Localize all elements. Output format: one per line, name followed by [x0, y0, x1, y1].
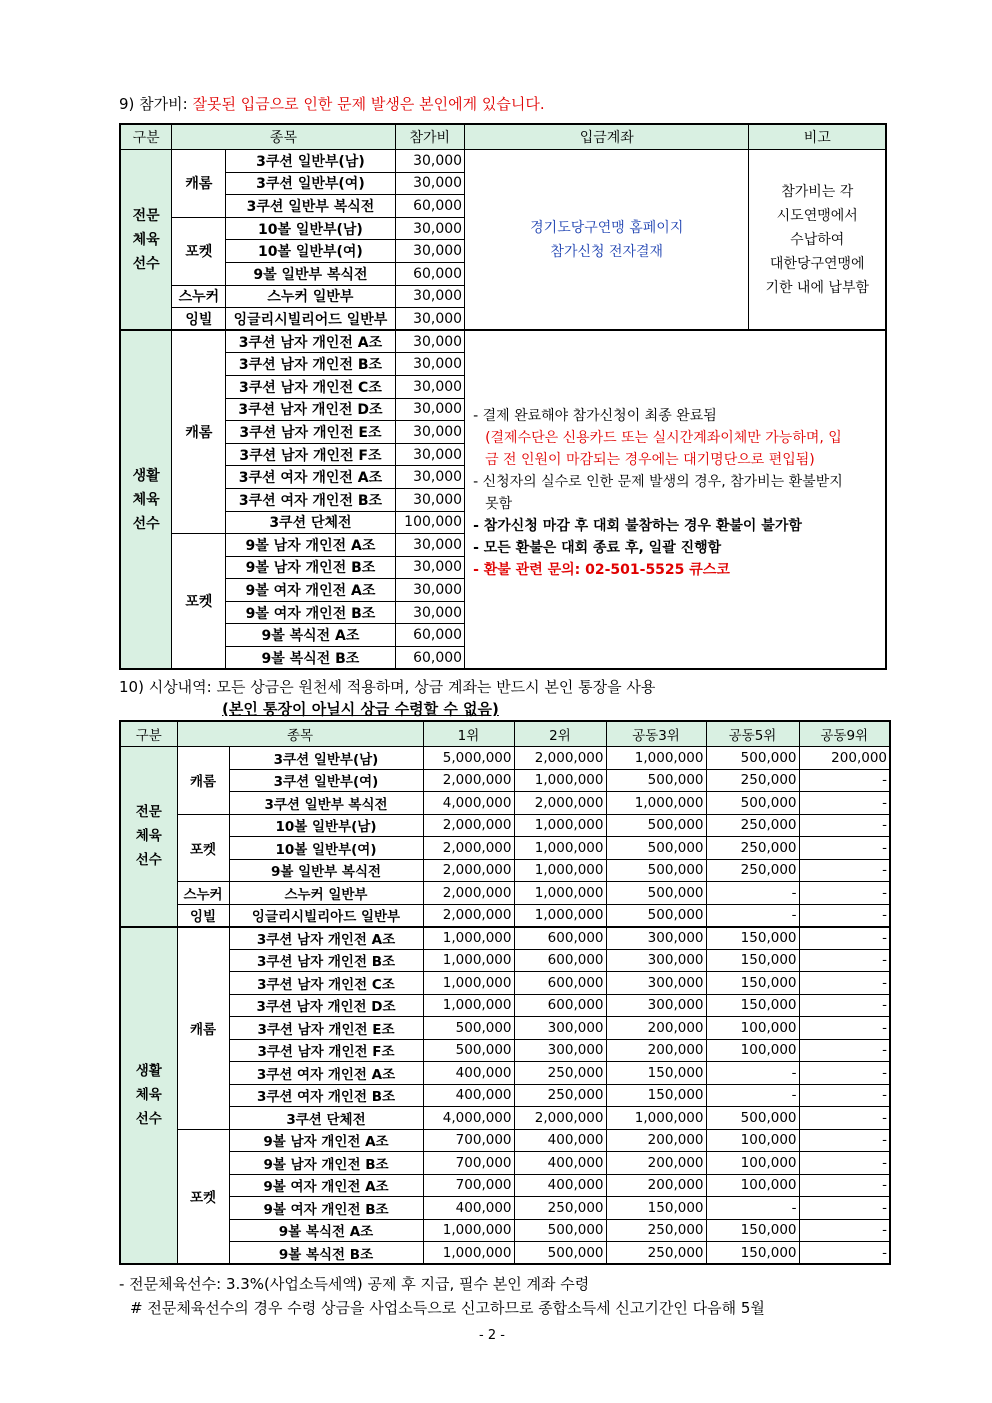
header-remark: 비고	[749, 124, 886, 150]
prize-amount: 250,000	[514, 1197, 606, 1220]
prize-amount: 2,000,000	[423, 882, 514, 905]
prize-header-row	[120, 721, 890, 747]
prize-amount: 500,000	[514, 1242, 606, 1265]
header-account: 입금계좌	[465, 124, 749, 150]
prize-row	[120, 1062, 890, 1085]
entry-fee: 30,000	[395, 398, 465, 421]
event-name: 9볼 여자 개인전 B조	[226, 601, 395, 624]
note-line: - 신청자의 실수로 인한 문제 발생의 경우, 참가비는 환불받지	[473, 474, 843, 491]
event-name: 3쿠션 여자 개인전 B조	[226, 488, 395, 511]
prize-row	[120, 1084, 890, 1107]
prize-amount: 600,000	[514, 994, 606, 1017]
subgroup-label: 포켓	[172, 534, 226, 670]
prize-event-name: 3쿠션 남자 개인전 E조	[229, 1017, 423, 1040]
prize-amount: -	[799, 1219, 890, 1242]
prize-amount: 400,000	[514, 1174, 606, 1197]
prize-amount: 300,000	[606, 949, 706, 972]
subgroup-label: 잉빌	[172, 308, 226, 331]
prize-row	[120, 1219, 890, 1242]
event-name: 9볼 남자 개인전 B조	[226, 556, 395, 579]
event-name: 10볼 일반부(여)	[226, 240, 395, 263]
prize-amount: -	[799, 1152, 890, 1175]
prize-event-name: 3쿠션 남자 개인전 F조	[229, 1039, 423, 1062]
prize-amount: 100,000	[706, 1129, 799, 1152]
prize-amount: 200,000	[799, 747, 890, 770]
entry-fee: 100,000	[395, 511, 465, 534]
prize-amount: 4,000,000	[423, 792, 514, 815]
prize-subgroup-label: 캐롬	[177, 747, 229, 815]
section9-prefix: 9) 참가비:	[119, 95, 193, 113]
prize-row	[120, 837, 890, 860]
prize-amount: -	[799, 972, 890, 995]
prize-event-name: 3쿠션 단체전	[229, 1107, 423, 1130]
prize-row	[120, 792, 890, 815]
prize-amount: -	[799, 1039, 890, 1062]
prize-amount: 600,000	[514, 927, 606, 950]
event-name: 3쿠션 남자 개인전 E조	[226, 421, 395, 444]
entry-fee: 30,000	[395, 172, 465, 195]
event-name: 스누커 일반부	[226, 285, 395, 308]
prize-amount: 150,000	[706, 972, 799, 995]
prize-event-name: 3쿠션 남자 개인전 B조	[229, 949, 423, 972]
event-name: 3쿠션 일반부(남)	[226, 150, 395, 173]
prize-amount: 250,000	[706, 769, 799, 792]
prize-event-name: 3쿠션 남자 개인전 D조	[229, 994, 423, 1017]
prize-row	[120, 904, 890, 927]
prize-amount: 400,000	[514, 1129, 606, 1152]
prize-amount: 250,000	[706, 837, 799, 860]
prize-amount: -	[799, 949, 890, 972]
prize-amount: -	[799, 1129, 890, 1152]
subgroup-label: 캐롬	[172, 330, 226, 533]
entry-fee: 30,000	[395, 353, 465, 376]
prize-row	[120, 769, 890, 792]
remark-line: 수납하여	[790, 231, 845, 248]
prize-header-event: 종목	[177, 721, 423, 747]
entry-fee: 30,000	[395, 330, 465, 353]
prize-header-9th: 공동9위	[799, 721, 890, 747]
event-name: 9볼 남자 개인전 A조	[226, 534, 395, 557]
prize-subgroup-label: 스누커	[177, 882, 229, 905]
prize-amount: -	[799, 882, 890, 905]
prize-amount: 1,000,000	[514, 904, 606, 927]
prize-amount: 200,000	[606, 1152, 706, 1175]
prize-event-name: 잉글리시빌리아드 일반부	[229, 904, 423, 927]
prize-amount: 200,000	[606, 1129, 706, 1152]
note-line: (결제수단은 신용카드 또는 실시간계좌이체만 가능하며, 입	[485, 430, 842, 447]
prize-amount: 1,000,000	[606, 747, 706, 770]
prize-amount: -	[799, 792, 890, 815]
prize-amount: -	[799, 904, 890, 927]
event-name: 9볼 여자 개인전 A조	[226, 579, 395, 602]
prize-subgroup-label: 캐롬	[177, 927, 229, 1130]
prize-amount: 250,000	[514, 1084, 606, 1107]
prize-amount: 300,000	[606, 927, 706, 950]
prize-amount: 500,000	[423, 1017, 514, 1040]
prize-amount: 400,000	[423, 1084, 514, 1107]
prize-amount: -	[706, 1084, 799, 1107]
prize-amount: 1,000,000	[606, 1107, 706, 1130]
footer-note-2: # 전문체육선수의 경우 수령 상금을 사업소득으로 신고하므로 종합소득세 신고기간인 다음해 5월	[130, 1299, 765, 1317]
prize-event-name: 9볼 남자 개인전 A조	[229, 1129, 423, 1152]
prize-header-3rd: 공동3위	[606, 721, 706, 747]
prize-header-2nd: 2위	[514, 721, 606, 747]
prize-amount: 150,000	[606, 1197, 706, 1220]
event-name: 3쿠션 일반부 복식전	[226, 195, 395, 218]
entry-fee: 30,000	[395, 217, 465, 240]
prize-header-5th: 공동5위	[706, 721, 799, 747]
prize-amount: 200,000	[606, 1039, 706, 1062]
event-name: 잉글리시빌리어드 일반부	[226, 308, 395, 331]
event-name: 10볼 일반부(남)	[226, 217, 395, 240]
prize-amount: -	[799, 837, 890, 860]
prize-row	[120, 1197, 890, 1220]
prize-subgroup-label: 포켓	[177, 814, 229, 882]
prize-amount: 2,000,000	[423, 814, 514, 837]
prize-amount: 2,000,000	[423, 904, 514, 927]
prize-amount: 1,000,000	[423, 1242, 514, 1265]
event-name: 3쿠션 남자 개인전 D조	[226, 398, 395, 421]
prize-amount: 100,000	[706, 1174, 799, 1197]
prize-amount: 1,000,000	[423, 949, 514, 972]
prize-amount: 300,000	[514, 1039, 606, 1062]
event-name: 3쿠션 남자 개인전 B조	[226, 353, 395, 376]
prize-row	[120, 1129, 890, 1152]
prize-amount: -	[799, 1197, 890, 1220]
prize-event-name: 10볼 일반부(남)	[229, 814, 423, 837]
remark-line: 시도연맹에서	[776, 207, 858, 224]
prize-amount: 1,000,000	[423, 994, 514, 1017]
prize-amount: -	[706, 1197, 799, 1220]
prize-amount: -	[799, 1017, 890, 1040]
prize-amount: 2,000,000	[514, 747, 606, 770]
prize-subgroup-label: 포켓	[177, 1129, 229, 1264]
prize-amount: 500,000	[606, 837, 706, 860]
prize-amount: 1,000,000	[514, 837, 606, 860]
prize-amount: -	[799, 1084, 890, 1107]
account-line: 경기도당구연맹 홈페이지	[530, 219, 684, 236]
event-name: 3쿠션 일반부(여)	[226, 172, 395, 195]
prize-row	[120, 882, 890, 905]
header-event: 종목	[172, 124, 395, 150]
account-cell	[465, 150, 749, 331]
prize-amount: 1,000,000	[606, 792, 706, 815]
prize-amount: 500,000	[706, 1107, 799, 1130]
prize-event-name: 3쿠션 여자 개인전 B조	[229, 1084, 423, 1107]
prize-amount: -	[799, 1107, 890, 1130]
prize-amount: 100,000	[706, 1017, 799, 1040]
prize-row	[120, 859, 890, 882]
prize-row	[120, 747, 890, 770]
prize-row	[120, 994, 890, 1017]
note-line: 금 전 인원이 마감되는 경우에는 대기명단으로 편입됨)	[485, 452, 815, 469]
prize-amount: 1,000,000	[423, 972, 514, 995]
prize-amount: 200,000	[606, 1017, 706, 1040]
prize-row	[120, 1017, 890, 1040]
prize-row	[120, 949, 890, 972]
section10-subtitle: (본인 통장이 아닐시 상금 수령할 수 없음)	[222, 700, 499, 718]
prize-group-label: 생활 체육 선수	[120, 927, 177, 1265]
subgroup-label: 포켓	[172, 217, 226, 285]
prize-row	[120, 1242, 890, 1265]
notes-cell	[465, 330, 886, 669]
prize-amount: 150,000	[606, 1084, 706, 1107]
entry-fee: 30,000	[395, 308, 465, 331]
header-category: 구분	[120, 124, 172, 150]
section9-title	[119, 93, 545, 114]
prize-event-name: 9볼 남자 개인전 B조	[229, 1152, 423, 1175]
entry-fee: 30,000	[395, 556, 465, 579]
prize-amount: 500,000	[606, 882, 706, 905]
prize-amount: 150,000	[706, 994, 799, 1017]
prize-amount: 100,000	[706, 1039, 799, 1062]
subgroup-label: 캐롬	[172, 150, 226, 218]
event-name: 9볼 복식전 A조	[226, 624, 395, 647]
note-line: 못함	[485, 496, 513, 513]
prize-amount: 1,000,000	[423, 1219, 514, 1242]
prize-amount: 500,000	[706, 792, 799, 815]
fee-row	[120, 330, 886, 353]
prize-amount: -	[706, 904, 799, 927]
entry-fee: 60,000	[395, 624, 465, 647]
entry-fee: 30,000	[395, 579, 465, 602]
prize-amount: 1,000,000	[423, 927, 514, 950]
prize-amount: 600,000	[514, 949, 606, 972]
prize-event-name: 9볼 여자 개인전 B조	[229, 1197, 423, 1220]
prize-amount: 250,000	[706, 814, 799, 837]
prize-amount: -	[799, 1242, 890, 1265]
prize-event-name: 3쿠션 여자 개인전 A조	[229, 1062, 423, 1085]
event-name: 3쿠션 남자 개인전 F조	[226, 443, 395, 466]
prize-amount: 150,000	[606, 1062, 706, 1085]
prize-amount: -	[706, 882, 799, 905]
prize-amount: 2,000,000	[423, 769, 514, 792]
prize-amount: 1,000,000	[514, 859, 606, 882]
entry-fee: 30,000	[395, 466, 465, 489]
prize-amount: 400,000	[514, 1152, 606, 1175]
entry-fee: 30,000	[395, 443, 465, 466]
prize-table	[119, 720, 891, 1265]
prize-amount: 1,000,000	[514, 882, 606, 905]
prize-row	[120, 814, 890, 837]
entry-fee-table	[119, 123, 887, 670]
group-label: 생활 체육 선수	[120, 330, 172, 669]
prize-amount: 150,000	[706, 1219, 799, 1242]
prize-amount: 150,000	[706, 949, 799, 972]
prize-event-name: 스누커 일반부	[229, 882, 423, 905]
prize-amount: 1,000,000	[514, 769, 606, 792]
prize-amount: 500,000	[606, 904, 706, 927]
entry-fee: 60,000	[395, 195, 465, 218]
entry-fee: 30,000	[395, 240, 465, 263]
prize-event-name: 9볼 복식전 B조	[229, 1242, 423, 1265]
prize-amount: -	[799, 769, 890, 792]
prize-amount: 300,000	[606, 972, 706, 995]
header-fee: 참가비	[395, 124, 465, 150]
prize-group-label: 전문 체육 선수	[120, 747, 177, 927]
prize-amount: 250,000	[514, 1062, 606, 1085]
account-line: 참가신청 전자결재	[550, 243, 664, 260]
prize-amount: 500,000	[606, 859, 706, 882]
prize-event-name: 9볼 복식전 A조	[229, 1219, 423, 1242]
prize-amount: 500,000	[606, 814, 706, 837]
prize-amount: 400,000	[423, 1197, 514, 1220]
note-line: - 모든 환불은 대회 종료 후, 일괄 진행함	[473, 540, 722, 557]
prize-amount: -	[799, 1062, 890, 1085]
event-name: 9볼 복식전 B조	[226, 647, 395, 670]
section10-title: 10) 시상내역: 모든 상금은 원천세 적용하며, 상금 계좌는 반드시 본인 통장을 사용	[119, 678, 656, 696]
prize-amount: 700,000	[423, 1174, 514, 1197]
prize-event-name: 3쿠션 일반부(남)	[229, 747, 423, 770]
entry-fee: 60,000	[395, 647, 465, 670]
subgroup-label: 스누커	[172, 285, 226, 308]
prize-event-name: 3쿠션 남자 개인전 C조	[229, 972, 423, 995]
entry-fee: 60,000	[395, 262, 465, 285]
prize-amount: 5,000,000	[423, 747, 514, 770]
prize-amount: 150,000	[706, 927, 799, 950]
prize-amount: 2,000,000	[423, 837, 514, 860]
prize-amount: 100,000	[706, 1152, 799, 1175]
remark-line: 대한당구연맹에	[769, 255, 865, 272]
event-name: 3쿠션 단체전	[226, 511, 395, 534]
prize-amount: 2,000,000	[514, 1107, 606, 1130]
section9-warning: 잘못된 입금으로 인한 문제 발생은 본인에게 있습니다.	[192, 95, 545, 113]
remark-line: 참가비는 각	[781, 183, 854, 200]
prize-amount: 250,000	[606, 1219, 706, 1242]
prize-amount: -	[799, 927, 890, 950]
prize-amount: 1,000,000	[514, 814, 606, 837]
prize-amount: -	[799, 814, 890, 837]
prize-amount: 300,000	[514, 1017, 606, 1040]
note-line: - 결제 완료해야 참가신청이 최종 완료됨	[473, 408, 717, 425]
entry-fee-header-row	[120, 124, 886, 150]
prize-amount: 400,000	[423, 1062, 514, 1085]
prize-row	[120, 927, 890, 950]
event-name: 3쿠션 남자 개인전 A조	[226, 330, 395, 353]
prize-amount: -	[799, 994, 890, 1017]
entry-fee: 30,000	[395, 375, 465, 398]
remark-cell	[749, 150, 886, 331]
remark-line: 기한 내에 납부함	[765, 279, 870, 296]
group-label: 전문 체육 선수	[120, 150, 172, 331]
prize-amount: 4,000,000	[423, 1107, 514, 1130]
prize-event-name: 9볼 일반부 복식전	[229, 859, 423, 882]
note-line: - 환불 관련 문의: 02-501-5525 큐스코	[473, 562, 730, 579]
note-line: - 참가신청 마감 후 대회 불참하는 경우 환불이 불가함	[473, 518, 802, 535]
prize-event-name: 9볼 여자 개인전 A조	[229, 1174, 423, 1197]
entry-fee: 30,000	[395, 601, 465, 624]
prize-event-name: 3쿠션 일반부 복식전	[229, 792, 423, 815]
prize-amount: 500,000	[423, 1039, 514, 1062]
prize-amount: 2,000,000	[423, 859, 514, 882]
prize-amount: 500,000	[706, 747, 799, 770]
prize-amount: -	[706, 1062, 799, 1085]
footer-note-1: - 전문체육선수: 3.3%(사업소득세액) 공제 후 지급, 필수 본인 계좌 수령	[119, 1275, 590, 1293]
prize-amount: 250,000	[606, 1242, 706, 1265]
prize-amount: 200,000	[606, 1174, 706, 1197]
event-name: 3쿠션 여자 개인전 A조	[226, 466, 395, 489]
prize-event-name: 10볼 일반부(여)	[229, 837, 423, 860]
event-name: 3쿠션 남자 개인전 C조	[226, 375, 395, 398]
prize-event-name: 3쿠션 일반부(여)	[229, 769, 423, 792]
prize-amount: -	[799, 859, 890, 882]
prize-amount: -	[799, 1174, 890, 1197]
prize-row	[120, 1152, 890, 1175]
prize-header-1st: 1위	[423, 721, 514, 747]
event-name: 9볼 일반부 복식전	[226, 262, 395, 285]
entry-fee: 30,000	[395, 421, 465, 444]
prize-event-name: 3쿠션 남자 개인전 A조	[229, 927, 423, 950]
prize-amount: 500,000	[514, 1219, 606, 1242]
prize-row	[120, 1039, 890, 1062]
prize-row	[120, 1174, 890, 1197]
prize-amount: 700,000	[423, 1152, 514, 1175]
entry-fee: 30,000	[395, 150, 465, 173]
prize-amount: 300,000	[606, 994, 706, 1017]
prize-amount: 600,000	[514, 972, 606, 995]
prize-row	[120, 972, 890, 995]
prize-amount: 700,000	[423, 1129, 514, 1152]
prize-header-category: 구분	[120, 721, 177, 747]
entry-fee: 30,000	[395, 285, 465, 308]
prize-amount: 150,000	[706, 1242, 799, 1265]
prize-subgroup-label: 잉빌	[177, 904, 229, 927]
entry-fee: 30,000	[395, 488, 465, 511]
prize-amount: 2,000,000	[514, 792, 606, 815]
prize-amount: 250,000	[706, 859, 799, 882]
fee-row	[120, 150, 886, 173]
page-number: - 2 -	[479, 1328, 505, 1343]
entry-fee: 30,000	[395, 534, 465, 557]
prize-amount: 500,000	[606, 769, 706, 792]
prize-row	[120, 1107, 890, 1130]
